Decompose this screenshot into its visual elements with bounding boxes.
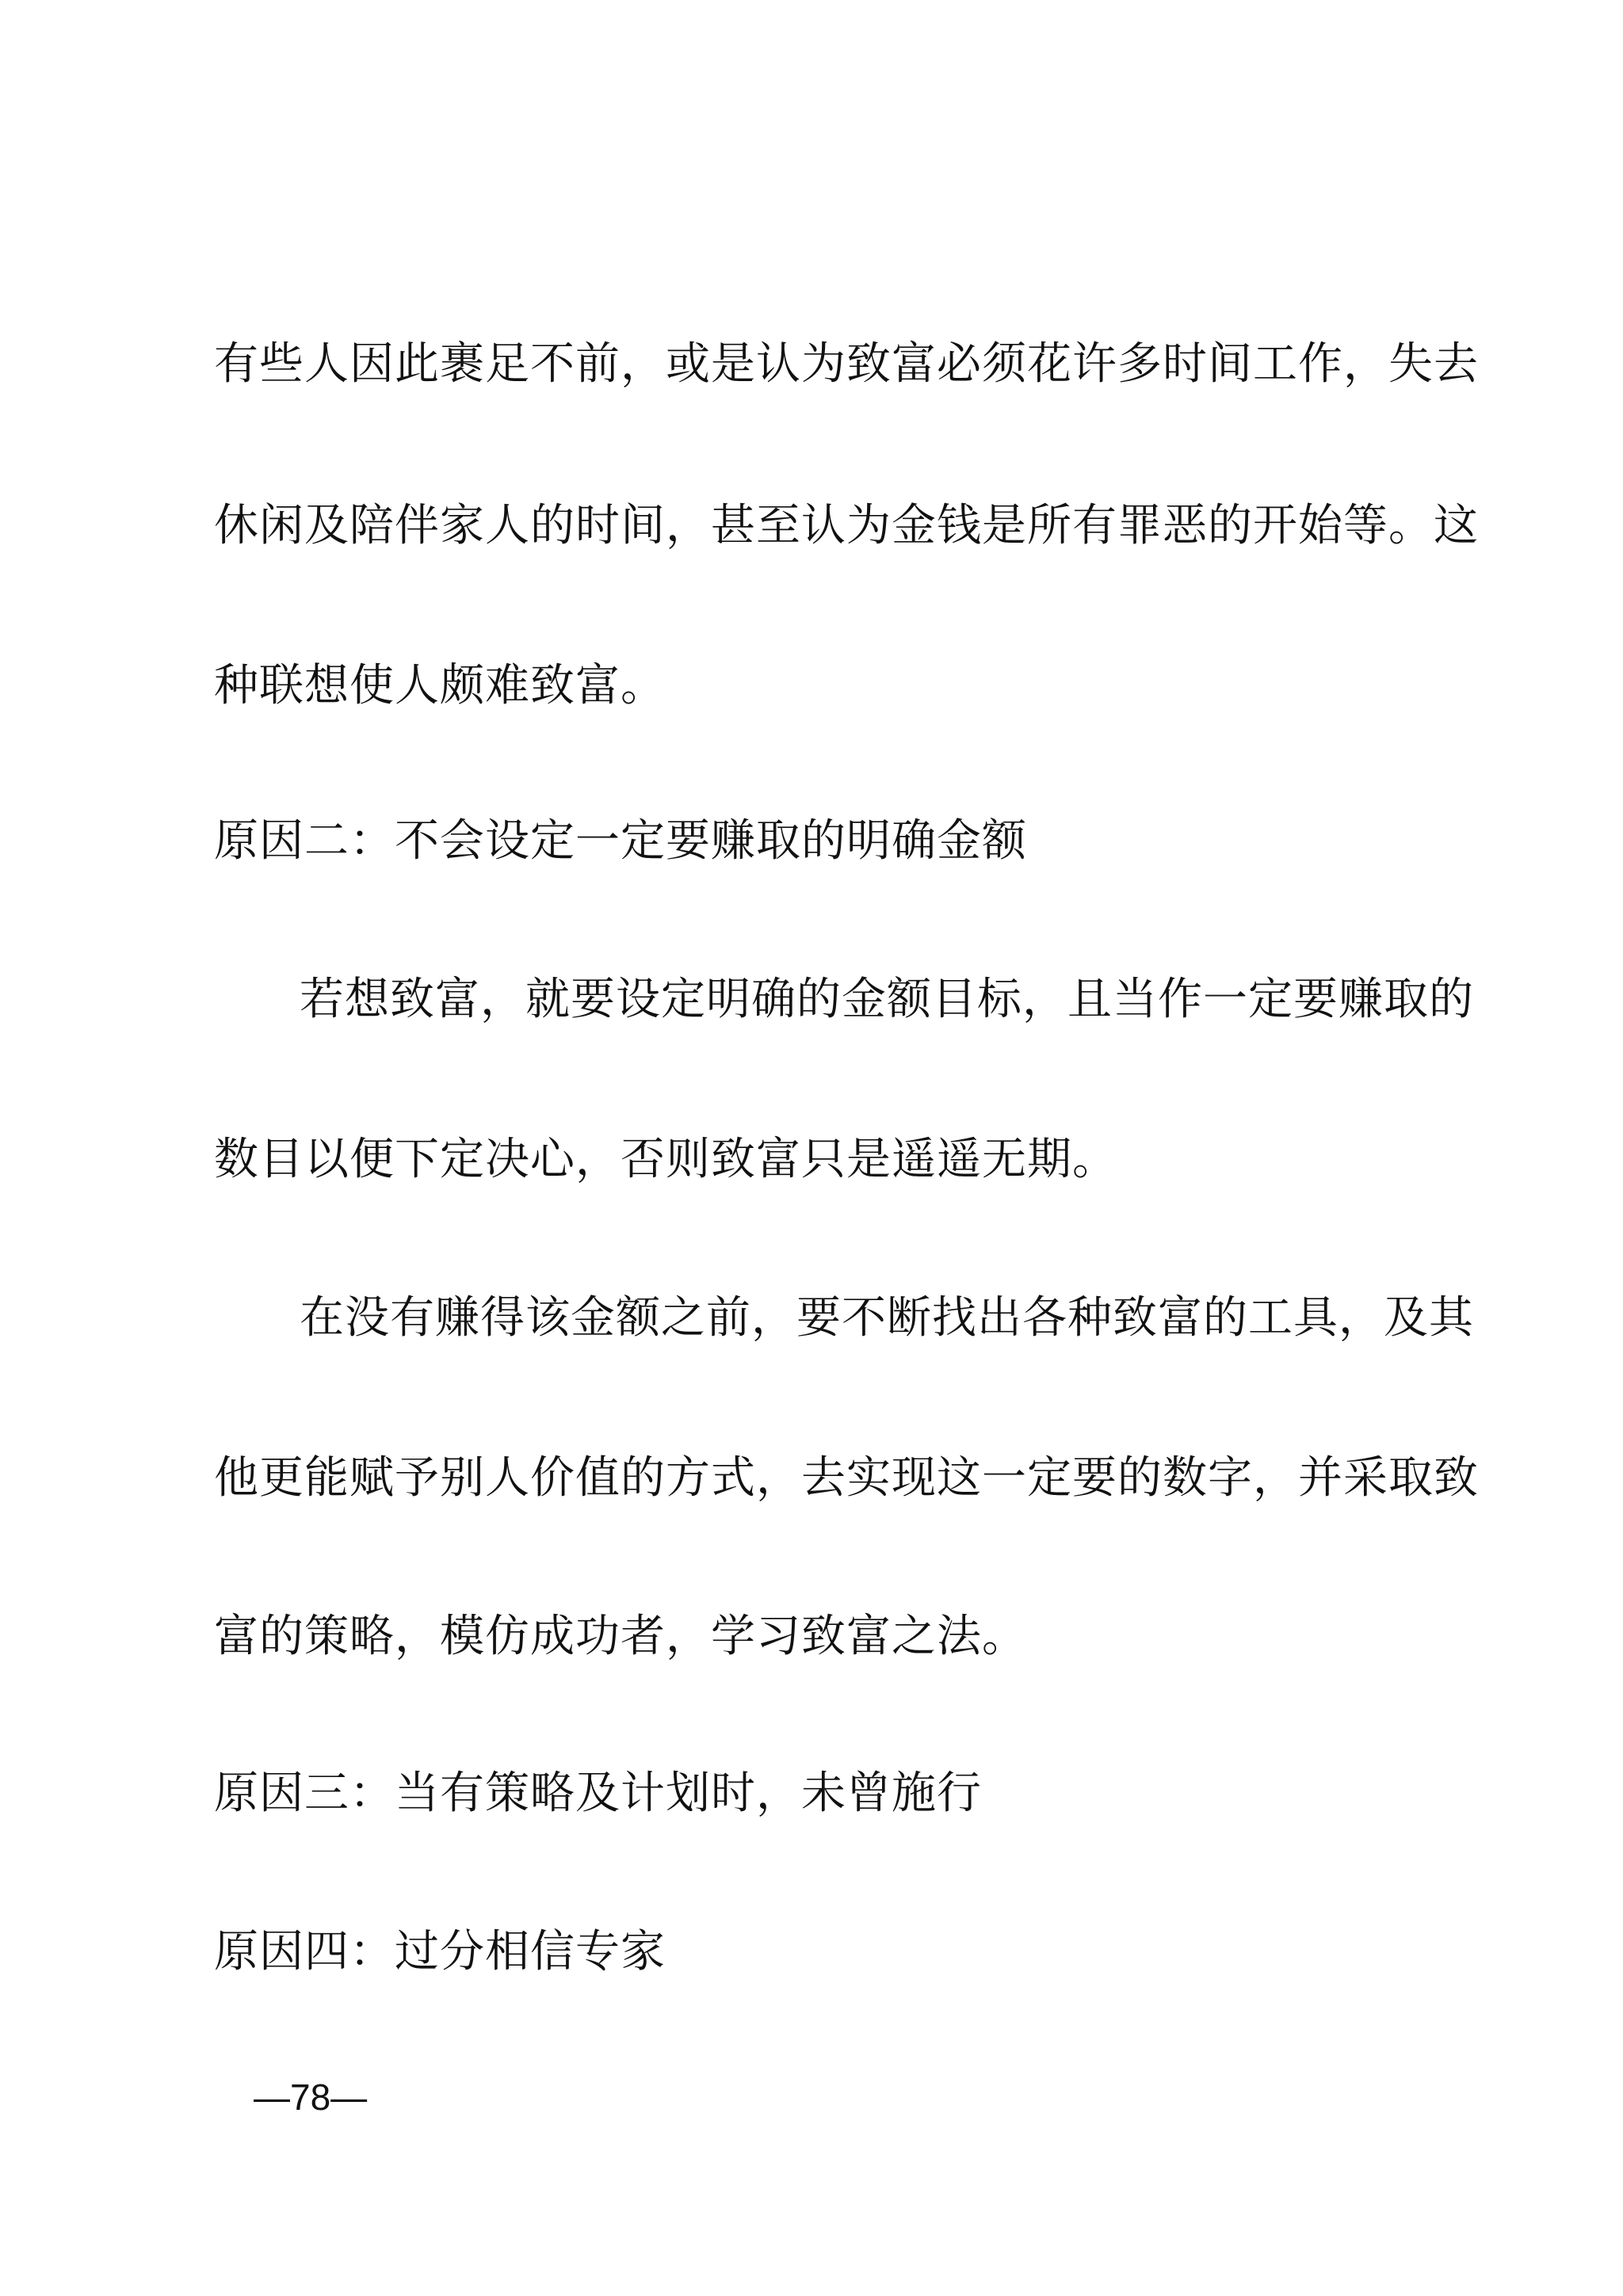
paragraph-line-2: 休闲及陪伴家人的时间，甚至认为金钱是所有罪恶的开始等。这 xyxy=(214,500,1479,551)
paragraph-line-4: 若想致富，就要设定明确的金额目标，且当作一定要赚取的 xyxy=(300,974,1474,1025)
paragraph-line-3: 种联想使人颇难致富。 xyxy=(214,660,666,711)
paragraph-line-7: 他更能赋予别人价值的方式，去实现这一定要的数字，并采取致 xyxy=(214,1452,1479,1504)
section-heading-reason-3: 原因三：当有策略及计划时，未曾施行 xyxy=(214,1768,982,1819)
paragraph-line-1: 有些人因此裹足不前，或是认为致富必须花许多时间工作，失去 xyxy=(214,338,1479,390)
section-heading-reason-2: 原因二：不会设定一定要赚取的明确金额 xyxy=(214,815,1027,867)
paragraph-line-5: 数目以便下定决心，否则致富只是遥遥无期。 xyxy=(214,1134,1117,1185)
section-heading-reason-4: 原因四：过分相信专家 xyxy=(214,1926,666,1978)
page-number: —78— xyxy=(254,2077,368,2118)
paragraph-line-6: 在没有赚得该金额之前，要不断找出各种致富的工具，及其 xyxy=(300,1292,1474,1344)
paragraph-line-8: 富的策略，模仿成功者，学习致富之法。 xyxy=(214,1611,1027,1662)
